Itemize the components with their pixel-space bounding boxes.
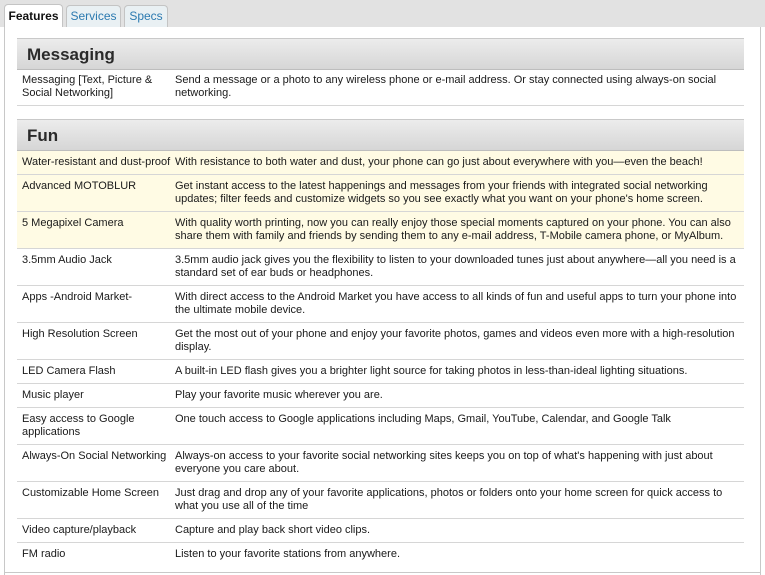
feature-description: A built-in LED flash gives you a brighter light source for taking photos in less-than-ideal lighting situations. [175, 365, 688, 377]
tab-bar [0, 0, 765, 27]
feature-description: With resistance to both water and dust, your phone can go just about everywhere with you—even the beach! [175, 156, 703, 168]
feature-label: High Resolution Screen [22, 328, 138, 340]
feature-row [17, 323, 744, 360]
feature-label: Water-resistant and dust-proof [22, 156, 171, 168]
feature-label: FM radio [22, 548, 66, 560]
feature-description: One touch access to Google applications including Maps, Gmail, YouTube, Calendar, and Google Talk [175, 413, 671, 425]
tab-services[interactable]: Services [66, 5, 121, 27]
feature-label: 3.5mm Audio Jack [22, 254, 112, 266]
feature-row [17, 384, 744, 408]
feature-label: Messaging [Text, Picture & Social Networking] [22, 74, 153, 99]
feature-label: LED Camera Flash [22, 365, 116, 377]
feature-row [17, 151, 744, 175]
feature-row [17, 212, 744, 249]
feature-row [17, 482, 744, 519]
feature-label: Video capture/playback [22, 524, 137, 536]
tab-features[interactable]: Features [4, 4, 63, 28]
feature-row [17, 543, 744, 566]
fun-section [17, 119, 744, 566]
feature-row [17, 519, 744, 543]
messaging-section [17, 38, 744, 106]
fun-rows [17, 151, 744, 566]
feature-description: 3.5mm audio jack gives you the flexibility to listen to your downloaded tunes just about anywhere—all you need is a standard set of ear buds or headphones. [175, 254, 736, 279]
feature-row [17, 408, 744, 445]
tab-specs[interactable]: Specs [124, 5, 168, 27]
feature-label: 5 Megapixel Camera [22, 217, 124, 229]
feature-row [17, 445, 744, 482]
panel-bottom-border [4, 572, 761, 573]
feature-description: Capture and play back short video clips. [175, 524, 371, 536]
feature-label: Advanced MOTOBLUR [22, 180, 137, 192]
feature-description: Get instant access to the latest happenings and messages from your friends with integrated social networking updates; filter feeds and customize widgets so you see exactly what you want on your phone's home screen. [175, 180, 708, 205]
feature-description: Always-on access to your favorite social networking sites keeps you on top of what's happening with just about everyone you care about. [175, 450, 713, 475]
messaging-rows [17, 70, 744, 106]
feature-description: With quality worth printing, now you can really enjoy those special moments captured on your phone. You can also share them with family and friends by sending them to any e-mail address, T-Mobile camera phone, or MyAlbum. [175, 217, 731, 242]
feature-label: Easy access to Google applications [22, 413, 135, 438]
feature-description: Play your favorite music wherever you are. [175, 389, 383, 401]
feature-label: Customizable Home Screen [22, 487, 159, 499]
feature-label: Apps -Android Market- [22, 291, 133, 303]
feature-description: Get the most out of your phone and enjoy your favorite photos, games and videos even more with a high-resolution display. [175, 328, 735, 353]
feature-description: Send a message or a photo to any wireless phone or e-mail address. Or stay connected using always-on social networking. [175, 74, 717, 99]
feature-description: Listen to your favorite stations from anywhere. [175, 548, 400, 560]
feature-label: Always-On Social Networking [22, 450, 167, 462]
feature-row [17, 286, 744, 323]
section-title-messaging: Messaging [17, 38, 744, 70]
feature-row [17, 249, 744, 286]
feature-row [17, 360, 744, 384]
feature-description: With direct access to the Android Market you have access to all kinds of fun and useful apps to turn your phone into the ultimate mobile device. [175, 291, 737, 316]
feature-label: Music player [22, 389, 84, 401]
feature-row [17, 175, 744, 212]
feature-description: Just drag and drop any of your favorite applications, photos or folders onto your home screen for quick access to what you use all of the time [175, 487, 723, 512]
feature-row [17, 70, 744, 106]
section-title-fun: Fun [17, 119, 744, 151]
